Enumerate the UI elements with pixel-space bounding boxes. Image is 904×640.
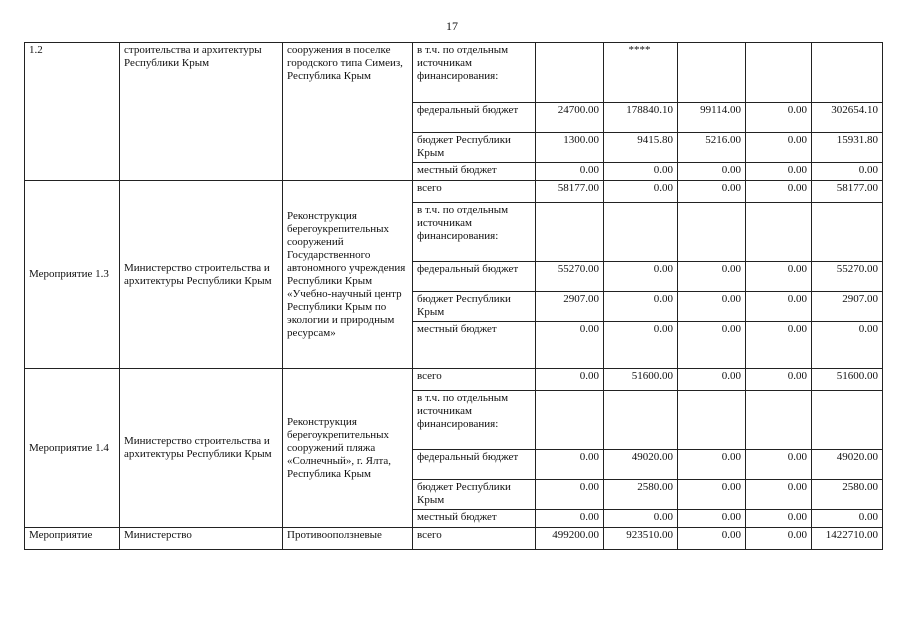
value-cell: 55270.00 bbox=[812, 262, 883, 292]
source-label-cell: федеральный бюджет bbox=[413, 262, 536, 292]
value-cell: 923510.00 bbox=[604, 528, 678, 550]
value-cell: 2580.00 bbox=[812, 480, 883, 510]
source-label-cell: местный бюджет bbox=[413, 322, 536, 369]
value-cell bbox=[604, 203, 678, 262]
value-cell: 0.00 bbox=[812, 163, 883, 181]
value-cell: 0.00 bbox=[536, 322, 604, 369]
value-cell: 51600.00 bbox=[812, 369, 883, 391]
value-cell: 0.00 bbox=[812, 510, 883, 528]
value-cell bbox=[678, 391, 746, 450]
page-number: 17 bbox=[446, 19, 458, 33]
value-cell: 2580.00 bbox=[604, 480, 678, 510]
value-cell: 15931.80 bbox=[812, 133, 883, 163]
value-cell: 0.00 bbox=[746, 510, 812, 528]
value-cell bbox=[746, 43, 812, 103]
value-cell bbox=[812, 203, 883, 262]
value-cell: 0.00 bbox=[746, 528, 812, 550]
value-cell: 0.00 bbox=[746, 450, 812, 480]
executor-cell: Министерство строительства и архитектуры Республики Крым bbox=[120, 369, 283, 528]
value-cell: 55270.00 bbox=[536, 262, 604, 292]
value-cell: 0.00 bbox=[678, 181, 746, 203]
value-cell: 499200.00 bbox=[536, 528, 604, 550]
value-cell: 0.00 bbox=[678, 262, 746, 292]
value-cell: 1300.00 bbox=[536, 133, 604, 163]
table-row bbox=[25, 181, 883, 203]
value-cell bbox=[812, 43, 883, 103]
value-cell: 0.00 bbox=[678, 322, 746, 369]
value-cell: 2907.00 bbox=[536, 292, 604, 322]
source-label-cell: всего bbox=[413, 528, 536, 550]
value-cell bbox=[746, 203, 812, 262]
source-label-cell: в т.ч. по отдельным источникам финансирования: bbox=[413, 43, 536, 103]
value-cell: 0.00 bbox=[536, 450, 604, 480]
value-cell: 0.00 bbox=[536, 163, 604, 181]
measure-cell: Мероприятие 1.3 bbox=[25, 181, 120, 369]
source-label-cell: в т.ч. по отдельным источникам финансирования: bbox=[413, 391, 536, 450]
budget-table bbox=[24, 42, 883, 550]
table-row bbox=[25, 43, 883, 103]
value-cell: 0.00 bbox=[604, 163, 678, 181]
object-cell: сооружения в поселке городского типа Симеиз, Республика Крым bbox=[283, 43, 413, 181]
value-cell: 0.00 bbox=[604, 322, 678, 369]
object-cell: Реконструкция берегоукрепительных сооружений Государственного автономного учреждения Республики Крым «Учебно-научный центр Республики Крым по экологии и природным ресурсам» bbox=[283, 181, 413, 369]
value-cell: 0.00 bbox=[746, 103, 812, 133]
value-cell: 0.00 bbox=[678, 369, 746, 391]
value-cell: 0.00 bbox=[536, 369, 604, 391]
value-cell bbox=[746, 391, 812, 450]
source-label-cell: всего bbox=[413, 181, 536, 203]
value-cell: 49020.00 bbox=[604, 450, 678, 480]
source-label-cell: в т.ч. по отдельным источникам финансирования: bbox=[413, 203, 536, 262]
executor-cell: Министерство bbox=[120, 528, 283, 550]
source-label-cell: бюджет Республики Крым bbox=[413, 480, 536, 510]
value-cell: 49020.00 bbox=[812, 450, 883, 480]
source-label-cell: федеральный бюджет bbox=[413, 103, 536, 133]
measure-cell: 1.2 bbox=[25, 43, 120, 181]
object-cell: Противооползневые bbox=[283, 528, 413, 550]
value-cell: 0.00 bbox=[604, 510, 678, 528]
source-label-cell: федеральный бюджет bbox=[413, 450, 536, 480]
object-cell: Реконструкция берегоукрепительных сооружений пляжа «Солнечный», г. Ялта, Республика Крым bbox=[283, 369, 413, 528]
value-cell: 0.00 bbox=[812, 322, 883, 369]
value-cell: 0.00 bbox=[746, 480, 812, 510]
table-row bbox=[25, 528, 883, 550]
value-cell: 0.00 bbox=[746, 262, 812, 292]
value-cell: 0.00 bbox=[746, 133, 812, 163]
value-cell: 0.00 bbox=[604, 262, 678, 292]
value-cell: 58177.00 bbox=[536, 181, 604, 203]
value-cell bbox=[536, 203, 604, 262]
value-cell: 0.00 bbox=[746, 322, 812, 369]
value-cell: 302654.10 bbox=[812, 103, 883, 133]
value-cell: 0.00 bbox=[746, 181, 812, 203]
value-cell: 2907.00 bbox=[812, 292, 883, 322]
value-cell: 58177.00 bbox=[812, 181, 883, 203]
value-cell: 0.00 bbox=[604, 181, 678, 203]
value-cell: 0.00 bbox=[746, 163, 812, 181]
value-cell: 0.00 bbox=[536, 480, 604, 510]
executor-cell: Министерство строительства и архитектуры Республики Крым bbox=[120, 181, 283, 369]
value-cell bbox=[678, 43, 746, 103]
value-cell: 9415.80 bbox=[604, 133, 678, 163]
value-cell: 178840.10 bbox=[604, 103, 678, 133]
source-label-cell: местный бюджет bbox=[413, 510, 536, 528]
value-cell: 0.00 bbox=[678, 510, 746, 528]
value-cell: 0.00 bbox=[746, 292, 812, 322]
value-cell: 51600.00 bbox=[604, 369, 678, 391]
value-cell: 0.00 bbox=[678, 163, 746, 181]
value-cell: 1422710.00 bbox=[812, 528, 883, 550]
measure-cell: Мероприятие bbox=[25, 528, 120, 550]
value-cell: 5216.00 bbox=[678, 133, 746, 163]
value-cell: 0.00 bbox=[678, 480, 746, 510]
table-row bbox=[25, 369, 883, 391]
source-label-cell: всего bbox=[413, 369, 536, 391]
value-cell: **** bbox=[604, 43, 678, 103]
value-cell bbox=[604, 391, 678, 450]
value-cell bbox=[536, 391, 604, 450]
value-cell bbox=[536, 43, 604, 103]
measure-cell: Мероприятие 1.4 bbox=[25, 369, 120, 528]
value-cell: 0.00 bbox=[746, 369, 812, 391]
value-cell: 24700.00 bbox=[536, 103, 604, 133]
value-cell: 0.00 bbox=[678, 528, 746, 550]
value-cell: 0.00 bbox=[678, 450, 746, 480]
executor-cell: строительства и архитектуры Республики Крым bbox=[120, 43, 283, 181]
source-label-cell: местный бюджет bbox=[413, 163, 536, 181]
value-cell bbox=[812, 391, 883, 450]
value-cell: 99114.00 bbox=[678, 103, 746, 133]
source-label-cell: бюджет Республики Крым bbox=[413, 133, 536, 163]
value-cell bbox=[678, 203, 746, 262]
value-cell: 0.00 bbox=[604, 292, 678, 322]
source-label-cell: бюджет Республики Крым bbox=[413, 292, 536, 322]
value-cell: 0.00 bbox=[678, 292, 746, 322]
value-cell: 0.00 bbox=[536, 510, 604, 528]
